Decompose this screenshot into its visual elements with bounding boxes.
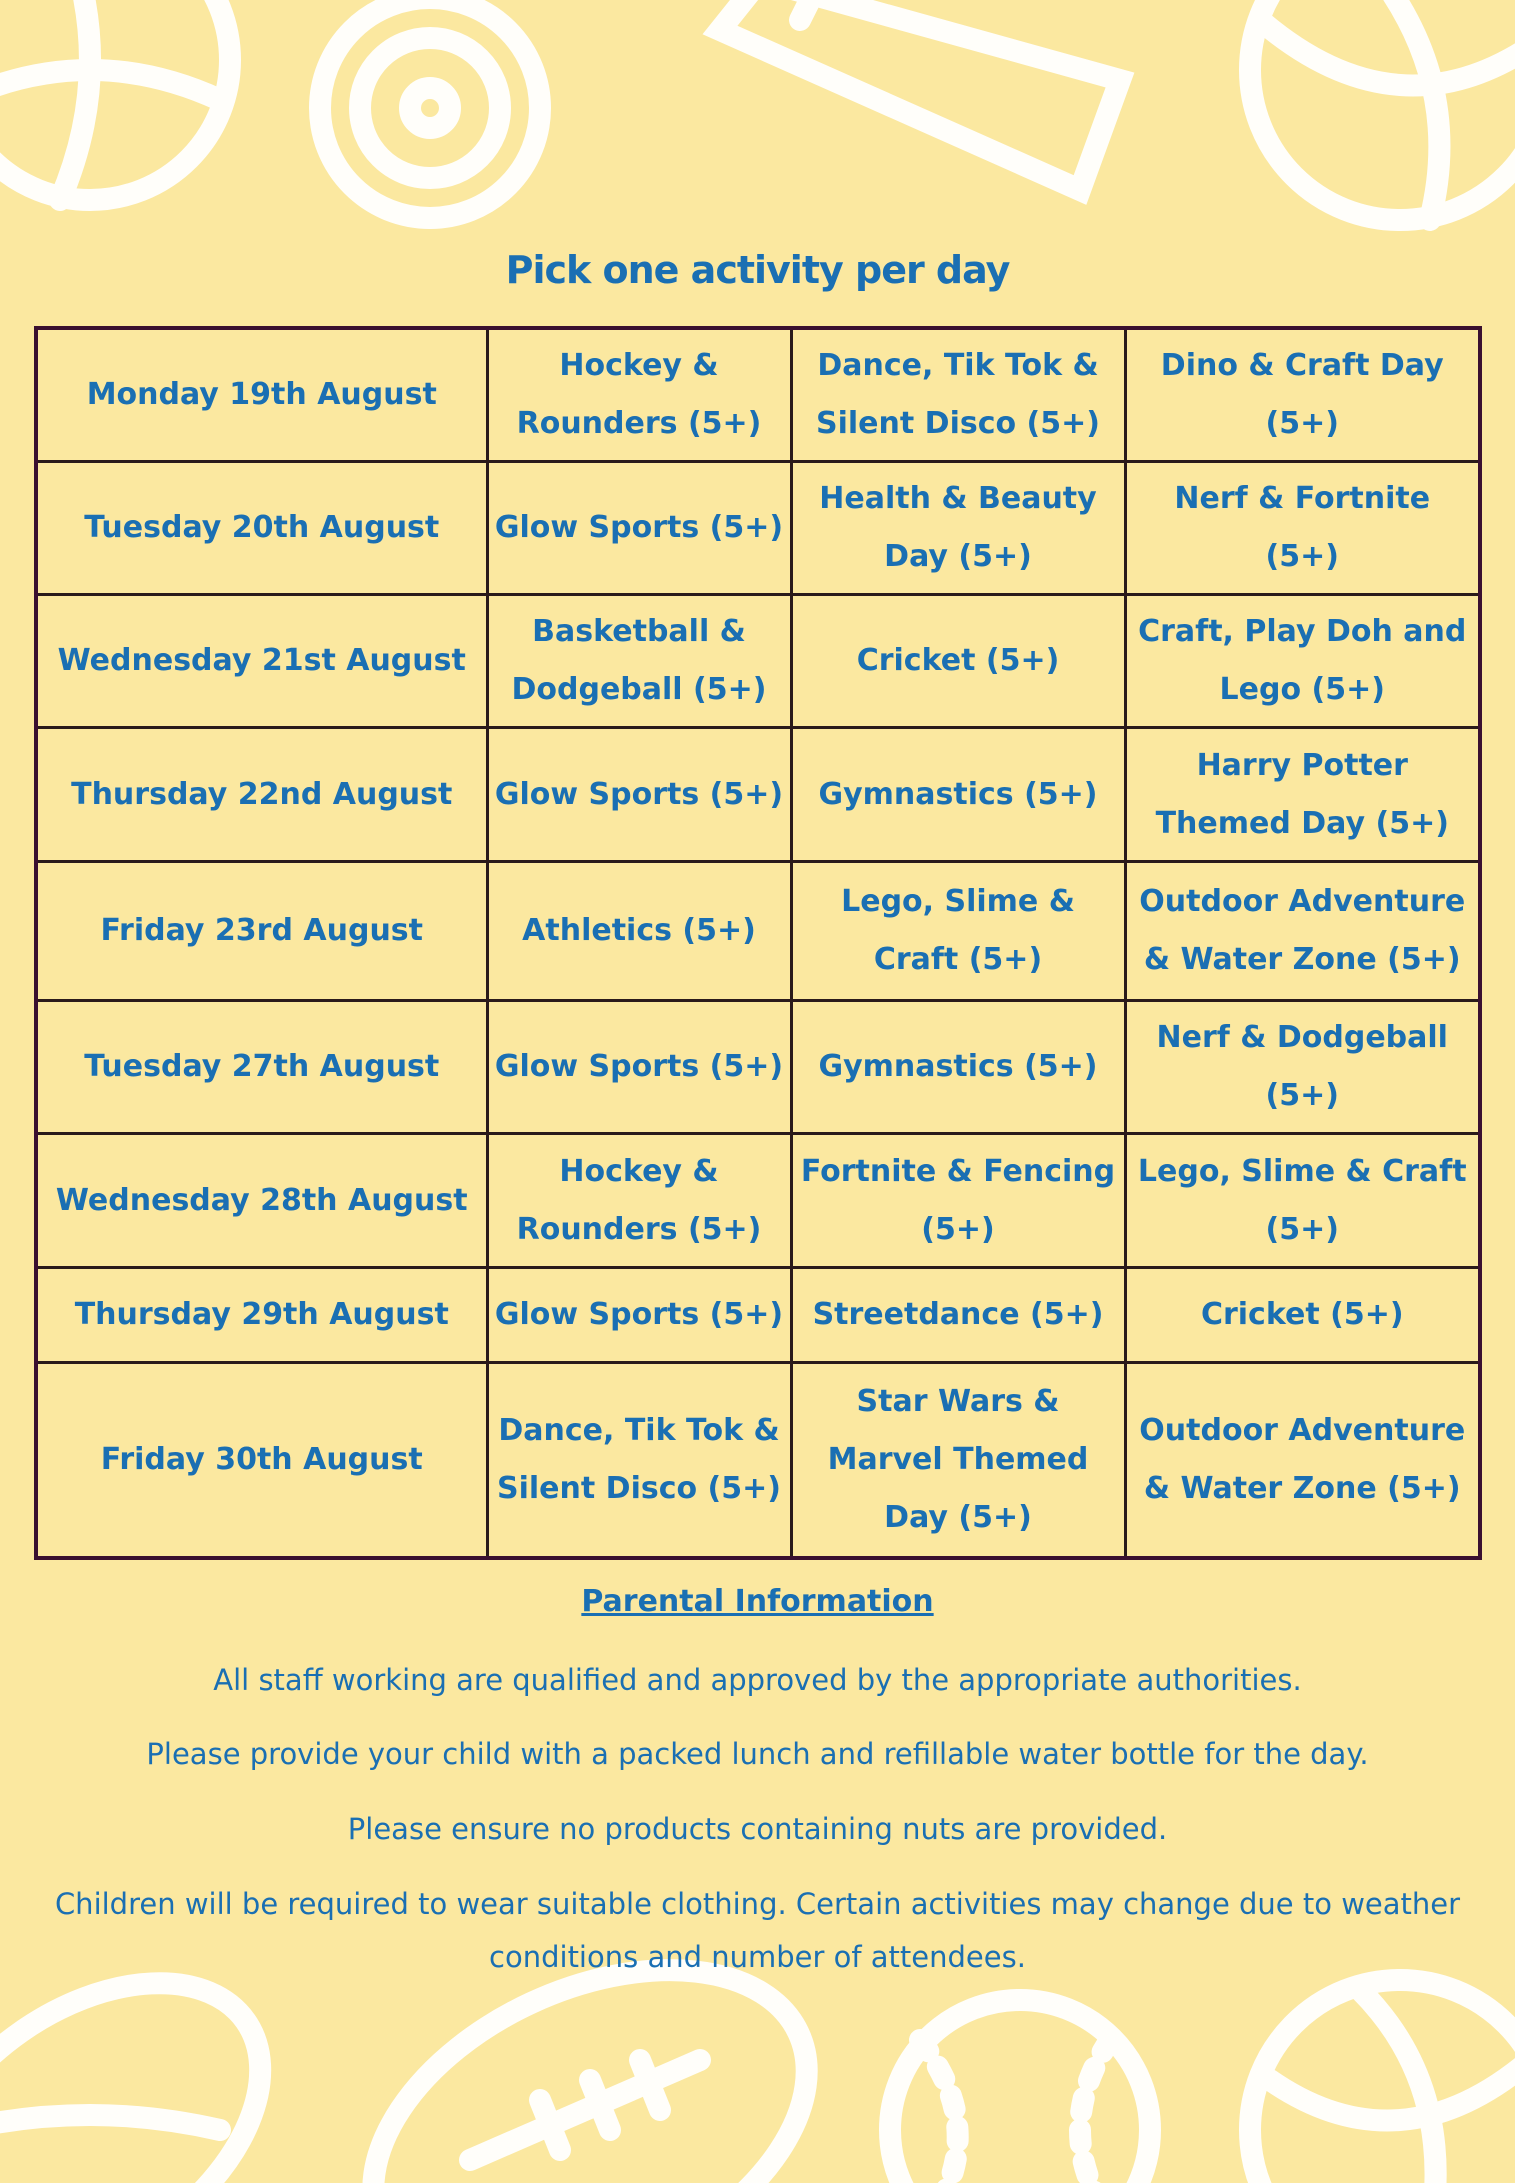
parental-info-line: Please provide your child with a packed lunch and refillable water bottle for the day. bbox=[146, 1737, 1369, 1771]
volleyball-icon bbox=[1250, 1980, 1515, 2183]
parental-info-line: Please ensure no products containing nuts are provided. bbox=[347, 1812, 1168, 1846]
activity-cell-1: Glow Sports (5+) bbox=[487, 1267, 791, 1362]
schedule-row bbox=[36, 461, 1480, 594]
activity-cell-2: Fortnite & Fencing (5+) bbox=[791, 1134, 1125, 1267]
schedule-row bbox=[36, 595, 1480, 728]
day-cell: Thursday 22nd August bbox=[36, 728, 487, 861]
schedule-row bbox=[36, 1267, 1480, 1362]
ball-icon bbox=[890, 2000, 1150, 2183]
activity-cell-3: Cricket (5+) bbox=[1125, 1267, 1480, 1362]
activity-cell-2: Star Wars & Marvel Themed Day (5+) bbox=[791, 1362, 1125, 1558]
activity-cell-3: Craft, Play Doh and Lego (5+) bbox=[1125, 595, 1480, 728]
activity-cell-2: Health & Beauty Day (5+) bbox=[791, 461, 1125, 594]
ball-icon bbox=[1250, 0, 1515, 220]
day-cell: Friday 23rd August bbox=[36, 861, 487, 1000]
activity-cell-1: Dance, Tik Tok & Silent Disco (5+) bbox=[487, 1362, 791, 1558]
parental-info-line: Children will be required to wear suitable clothing. Certain activities may change due to weather conditions and number of attendees. bbox=[54, 1887, 1461, 1974]
day-cell: Tuesday 20th August bbox=[36, 461, 487, 594]
activity-schedule-table bbox=[34, 326, 1482, 1560]
day-cell: Monday 19th August bbox=[36, 328, 487, 461]
parental-info-line: All staff working are qualified and approved by the appropriate authorities. bbox=[213, 1663, 1302, 1697]
activity-cell-2: Streetdance (5+) bbox=[791, 1267, 1125, 1362]
activity-cell-2: Gymnastics (5+) bbox=[791, 1001, 1125, 1134]
schedule-row bbox=[36, 1362, 1480, 1558]
activity-cell-1: Hockey & Rounders (5+) bbox=[487, 328, 791, 461]
day-cell: Wednesday 28th August bbox=[36, 1134, 487, 1267]
schedule-row bbox=[36, 728, 1480, 861]
day-cell: Friday 30th August bbox=[36, 1362, 487, 1558]
activity-cell-2: Dance, Tik Tok & Silent Disco (5+) bbox=[791, 328, 1125, 461]
basketball-icon bbox=[0, 0, 230, 200]
activity-cell-3: Nerf & Fortnite (5+) bbox=[1125, 461, 1480, 594]
stopwatch-icon bbox=[320, 0, 540, 218]
activity-cell-1: Glow Sports (5+) bbox=[487, 728, 791, 861]
whistle-icon bbox=[720, 0, 1120, 190]
schedule-row bbox=[36, 861, 1480, 1000]
activity-cell-2: Cricket (5+) bbox=[791, 595, 1125, 728]
activity-cell-1: Glow Sports (5+) bbox=[487, 461, 791, 594]
activity-cell-3: Dino & Craft Day (5+) bbox=[1125, 328, 1480, 461]
day-cell: Tuesday 27th August bbox=[36, 1001, 487, 1134]
schedule-row bbox=[36, 1134, 1480, 1267]
activity-cell-3: Outdoor Adventure & Water Zone (5+) bbox=[1125, 1362, 1480, 1558]
schedule-row bbox=[36, 328, 1480, 461]
parental-info-heading: Parental Information bbox=[581, 1584, 934, 1619]
schedule-row bbox=[36, 1001, 1480, 1134]
activity-cell-3: Nerf & Dodgeball (5+) bbox=[1125, 1001, 1480, 1134]
activity-cell-2: Lego, Slime & Craft (5+) bbox=[791, 861, 1125, 1000]
activity-cell-3: Lego, Slime & Craft (5+) bbox=[1125, 1134, 1480, 1267]
activity-cell-3: Harry Potter Themed Day (5+) bbox=[1125, 728, 1480, 861]
activity-cell-1: Athletics (5+) bbox=[487, 861, 791, 1000]
activity-cell-1: Basketball & Dodgeball (5+) bbox=[487, 595, 791, 728]
activity-cell-3: Outdoor Adventure & Water Zone (5+) bbox=[1125, 861, 1480, 1000]
day-cell: Thursday 29th August bbox=[36, 1267, 487, 1362]
day-cell: Wednesday 21st August bbox=[36, 595, 487, 728]
activity-cell-1: Glow Sports (5+) bbox=[487, 1001, 791, 1134]
activity-cell-1: Hockey & Rounders (5+) bbox=[487, 1134, 791, 1267]
page-title: Pick one activity per day bbox=[505, 248, 1010, 292]
activity-cell-2: Gymnastics (5+) bbox=[791, 728, 1125, 861]
